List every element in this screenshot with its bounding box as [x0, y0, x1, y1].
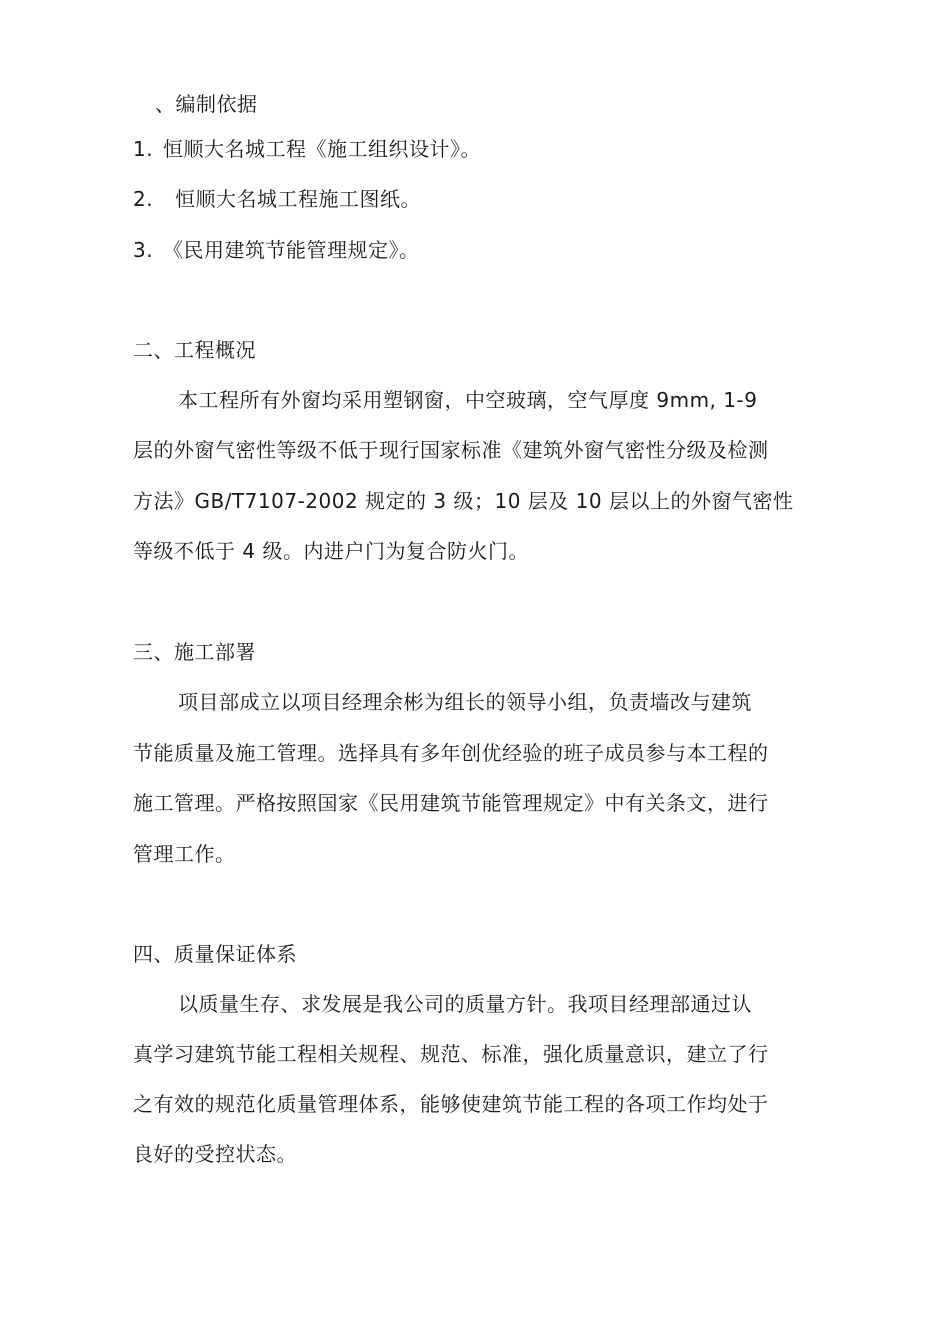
section-2-line-4: 等级不低于 4 级。内进户门为复合防火门。: [133, 539, 529, 563]
section-2-line-3: 方法》GB/T7107-2002 规定的 3 级；10 层及 10 层以上的外窗气密性: [133, 489, 794, 513]
list-item-3: [133, 237, 833, 263]
list-item-3-text: 《民用建筑节能管理规定》。: [163, 238, 420, 262]
list-item-3-number: 3.: [133, 238, 154, 262]
list-item-1: [133, 136, 833, 162]
section-3-line-2: 节能质量及施工管理。选择具有多年创优经验的班子成员参与本工程的: [133, 741, 769, 765]
list-item-1-number: 1.: [133, 137, 154, 161]
section-2-line-1: 本工程所有外窗均采用塑钢窗，中空玻璃，空气厚度 9mm, 1-9: [178, 388, 758, 412]
list-item-2: [133, 186, 833, 212]
section-4-line-4: 良好的受控状态。: [133, 1142, 297, 1166]
section-4-line-2: 真学习建筑节能工程相关规程、规范、标准，强化质量意识，建立了行: [133, 1042, 769, 1066]
section-3-heading: 三、施工部署: [133, 640, 256, 664]
section-4-line-1: 以质量生存、求发展是我公司的质量方针。我项目经理部通过认: [178, 992, 752, 1016]
section-3-line-4: 管理工作。: [133, 842, 236, 866]
list-item-2-number: 2.: [133, 187, 154, 211]
section-3-line-3: 施工管理。严格按照国家《民用建筑节能管理规定》中有关条文，进行: [133, 791, 769, 815]
section-3-line-1: 项目部成立以项目经理余彬为组长的领导小组，负责墙改与建筑: [178, 690, 752, 714]
section-2-line-2: 层的外窗气密性等级不低于现行国家标准《建筑外窗气密性分级及检测: [133, 438, 769, 462]
section-1-heading: 、编制依据: [155, 92, 258, 116]
section-2-heading: 二、工程概况: [133, 338, 256, 362]
list-item-1-text: 恒顺大名城工程《施工组织设计》。: [163, 137, 481, 161]
list-item-2-text: 恒顺大名城工程施工图纸。: [175, 187, 421, 211]
section-4-heading: 四、质量保证体系: [133, 942, 297, 966]
section-4-line-3: 之有效的规范化质量管理体系，能够使建筑节能工程的各项工作均处于: [133, 1092, 769, 1116]
